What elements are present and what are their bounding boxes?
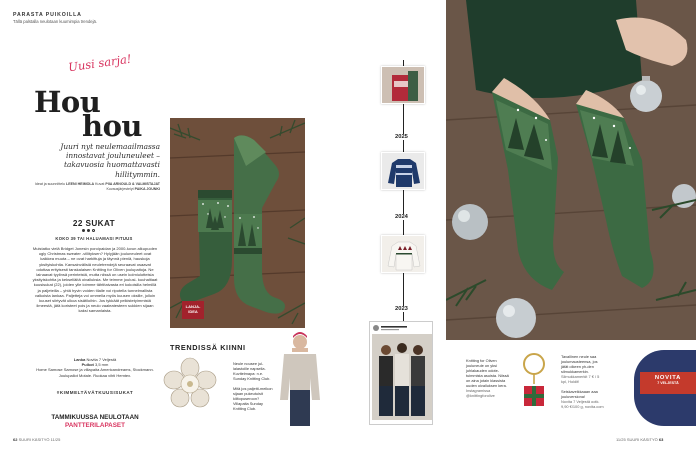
hashtag: #KIMMELTÄVÄTKUUSISUKAT [56,390,134,395]
trending-text-1 [233,361,275,411]
difficulty-dot-filled [82,229,85,232]
folio-right-text: 11/25 SUURI KÄSITYÖ [616,437,658,442]
trending-item-3: Mitä jos paljetti-meikon sijaan pukeutuisit kiiltopuseroon? [233,386,273,401]
next-issue-promo: TAMMIKUUSSA NEULOTAAN [51,414,139,421]
materials-label-needles: Puikot [81,362,94,368]
trending-col-5-caption: Novita 7 Veljestä ootk. 9,90 €/100 g, novita.com [561,399,604,409]
sweater-white-image [382,236,425,273]
right-page-photo [446,0,696,450]
trending-col-3-text: Knitting for Oliven jouluneule on yksi juhlakauden odote-tuimmista asuista. Niissä on aina jotain klassista uuden oivalluksen kera. [466,358,509,388]
timeline-year: 2023 [395,306,408,312]
credit-name-3: PAIKA JOUNKI [134,187,160,191]
materials-yarn: Novita 7 Veljestä [86,357,117,362]
trending-col-4-caption: Silmukkamerkit 7 € / 5 kpl, Holdit! [561,374,600,384]
brooch-image [160,356,220,410]
socks-illustration [170,118,305,328]
credit-label-2: Kuvat [95,182,105,186]
product-title: 22 SUKAT [72,219,116,228]
trending-item-4: Villapaita Sunday Knitting Club. [233,401,263,411]
body-text: Muistatko vielä Bridget Jonesin poroipaidan ja 2000-luvun alkupuolen ugly Christmas sweater -villityksen? Hylyjään jouluneuleet ovat kaikkea muuta – ne ovat harkittuja ja täynnä pieniä, hauskoja yksityiskohtia. Kansainvälisiä neuletrendejä seuraavat osaavat odottaa erityisesti tanskalaisen Knitting for Oliven joulupaitoja. Ne lainaavat tyylinsä perinteistä, mutta niissä on usein kolmiulotteisia yksityiskohtia ja kekseliäitä oivalluksia. Me teimme joulusi- kuuhaltiaat kuusisukat (22), joiden ylle loimme tähtitaivasta eri kokoisilla helmillä ja paljeteilla – yhtä hyvin voiden tilalle voi ripotella tunnelmallista valkoista lankaa. Paljetteja voi ommella myös kuusen oksille, jolloin kuuset siirtyvät ulkoa sisätiloihin. Jos tykkäät pelkistetyimmistä ilmeestä, jätä koristeet pois ja neulo vaaleatesteen sukkien sijaan kaksi samanlaista. [32,246,158,314]
sweater-red-image [382,67,425,104]
photo-badge-line-1: LANJA- [185,304,201,309]
size-line: KOKO 39 TAI HALUAMASI PITUUS [55,236,133,241]
model-photo [276,328,324,426]
column-kicker: PARASTA PUIKOILLA [13,12,82,18]
trending-col-4-text: Tavallinen neule saa joulumausteensa, jos jätät olkeen yh-den silmukkamerkin. [561,354,598,374]
timeline-photo-2025 [381,66,425,104]
lead-paragraph: Juuri nyt neulemaailmassa innostavat jouluneuleet – takavuosia huomattavasti hillitymmin. [60,142,160,179]
materials-needles: 3,5 mm [95,362,109,368]
stitch-marker-image [516,350,556,414]
socks-photo [170,118,305,328]
trending-col-3-caption: Instagramissa @knittingforolive [466,388,495,398]
yarn-label [640,372,696,394]
folio-right [616,437,663,442]
photo-badge-line-2: IDEA [188,308,198,314]
credit-name: LEENI HEIMOLA [66,182,95,186]
yarn-ball-image [634,350,696,426]
credit-name-2: PIIA ARNOULD & VALMISTAJAT [105,182,160,186]
materials-props: Home Samose Samose ja villapaita Americandreams, Stockmann. Joulupallot Motale. Ruokaa vihti Hemtex. [36,367,154,378]
new-series-tag: Uusi sarja! [67,51,133,75]
instagram-post [369,321,433,425]
timeline-year: 2024 [395,214,408,220]
next-issue-promo-highlight: PANTTERILAPASET [65,422,125,429]
headline-line-1: Hou [34,85,101,119]
trending-col-5-text: Seiskaveikkaaan aaa jouluversiona! [561,389,598,399]
timeline-photo-2023 [381,235,425,273]
yarn-brand: NOVITA [654,375,682,381]
credit-label-3: Kuvausjärjestelyt [106,187,134,191]
folio-left-text: SUURI KÄSITYÖ 11/25 [18,437,61,442]
model-in-sequin-sweater-image [276,328,324,426]
credit-label: Ideat ja suunnittelu [34,182,65,186]
headline-line-2: hou [82,109,143,143]
instagram-post-image [370,322,434,426]
materials-label-yarn: Lanka [73,357,86,362]
timeline-year: 2025 [395,134,408,140]
photo-badge [182,301,204,319]
gift-stitch-marker-icon [516,350,556,414]
trending-col-3 [466,358,510,398]
trending-col-4 [561,354,605,409]
yarn-name: 7 VELJESTÄ [657,381,679,385]
materials [32,357,158,378]
folio-left [13,437,60,442]
difficulty-dot-filled [87,229,90,232]
credits [28,182,160,192]
folio-left-num: 62 [13,437,18,442]
trending-title: TRENDISSÄ KIINNI [170,343,246,352]
sweater-navy-image [382,153,425,190]
folio-right-num: 63 [658,437,664,442]
flower-brooch-icon [160,356,220,410]
column-kicker-sub: Tällä palstalla neulotaan kuumimpia trendejä. [13,19,98,24]
trending-item-1: Neule nousee jul-lalastoille napsella. [233,361,266,371]
difficulty-dot-empty [92,229,95,232]
difficulty-dots [82,229,95,232]
trending-item-2: Kuvitelmapa: n.e. Sunday Knitting Club. [233,371,271,381]
timeline-photo-2024 [381,152,425,190]
